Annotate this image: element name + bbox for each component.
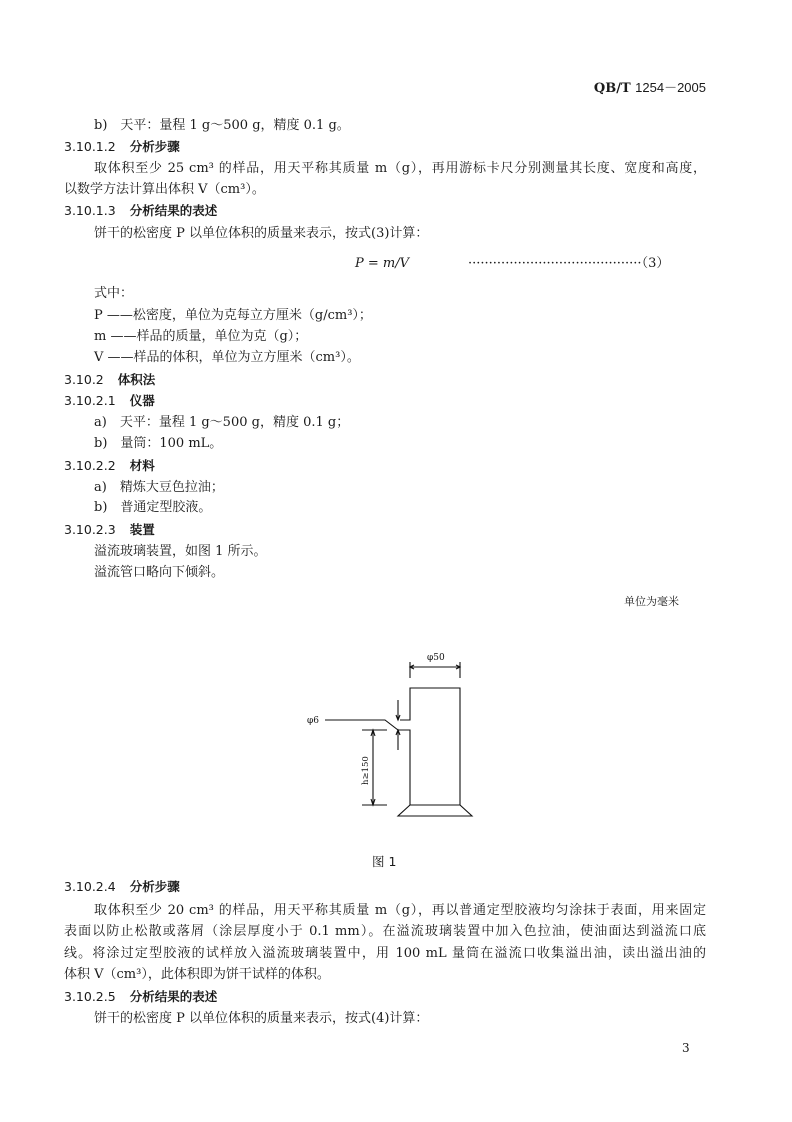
formula-3: P = m/V <box>355 256 409 271</box>
heading-3-10-2-5: 3.10.2.5 分析结果的表述 <box>64 989 218 1004</box>
paragraph: 体积 V（cm³），此体积即为饼干试样的体积。 <box>64 967 330 982</box>
paragraph: 溢流玻璃装置，如图 1 所示。 <box>94 544 267 559</box>
definition-V: V ——样品的体积，单位为立方厘米（cm³）。 <box>94 350 360 365</box>
paragraph: 线。将涂过定型胶液的试样放入溢流玻璃装置中，用 100 mL 量筒在溢流口收集溢出油，读出溢出油的 <box>64 946 706 961</box>
item-b: b) 普通定型胶液。 <box>94 500 212 515</box>
definition-m: m ——样品的质量，单位为克（g）； <box>94 329 308 344</box>
paragraph: 表面以防止松散或落屑（涂层厚度小于 0.1 mm）。在溢流玻璃装置中加入色拉油，使油面达到溢流口底 <box>64 924 706 939</box>
formula-leader: ··········································（3） <box>468 256 670 271</box>
std-number: 1254－2005 <box>635 80 706 95</box>
heading-3-10-2-2: 3.10.2.2 材料 <box>64 458 155 473</box>
dim-vessel-diameter: φ50 <box>427 653 445 663</box>
paragraph: 饼干的松密度 P 以单位体积的质量来表示，按式(3)计算： <box>94 226 429 241</box>
vessel-base <box>398 805 472 816</box>
item-a: a) 精炼大豆色拉油； <box>94 480 224 495</box>
heading-3-10-1-3: 3.10.1.3 分析结果的表述 <box>64 203 218 218</box>
paragraph: 取体积至少 25 cm³ 的样品，用天平称其质量 m（g），再用游标卡尺分别测量其长度、宽度和高度， <box>94 161 706 176</box>
dim-pipe-diameter: φ6 <box>307 716 320 726</box>
item-a: a) 天平：量程 1 g～500 g，精度 0.1 g； <box>94 415 350 430</box>
paragraph: 取体积至少 20 cm³ 的样品，用天平称其质量 m（g），再以普通定型胶液均匀涂抹于表面，用来固定 <box>94 903 706 918</box>
heading-3-10-2-4: 3.10.2.4 分析步骤 <box>64 879 180 894</box>
paragraph: 饼干的松密度 P 以单位体积的质量来表示，按式(4)计算： <box>94 1011 429 1026</box>
paragraph: 溢流管口略向下倾斜。 <box>94 565 225 580</box>
heading-3-10-1-2: 3.10.1.2 分析步骤 <box>64 139 180 154</box>
paragraph: 以数学方法计算出体积 V（cm³）。 <box>64 182 265 197</box>
dim-height: h≥150 <box>361 756 371 785</box>
standard-code <box>594 79 706 98</box>
vessel-outline <box>325 688 460 805</box>
item-b-balance: b) 天平：量程 1 g～500 g，精度 0.1 g。 <box>94 118 350 133</box>
unit-note: 单位为毫米 <box>624 595 679 608</box>
heading-3-10-2-1: 3.10.2.1 仪器 <box>64 393 155 408</box>
heading-3-10-2-3: 3.10.2.3 装置 <box>64 522 155 537</box>
std-code: QB/T <box>593 81 631 96</box>
figure-caption: 图 1 <box>372 854 397 869</box>
heading-3-10-2: 3.10.2 体积法 <box>64 372 156 387</box>
where-label: 式中： <box>94 286 134 301</box>
figure-1-overflow-apparatus <box>290 640 490 870</box>
item-b: b) 量筒：100 mL。 <box>94 436 223 451</box>
definition-P: P ——松密度，单位为克每立方厘米（g/cm³）； <box>94 308 372 323</box>
page-number: 3 <box>682 1041 690 1055</box>
